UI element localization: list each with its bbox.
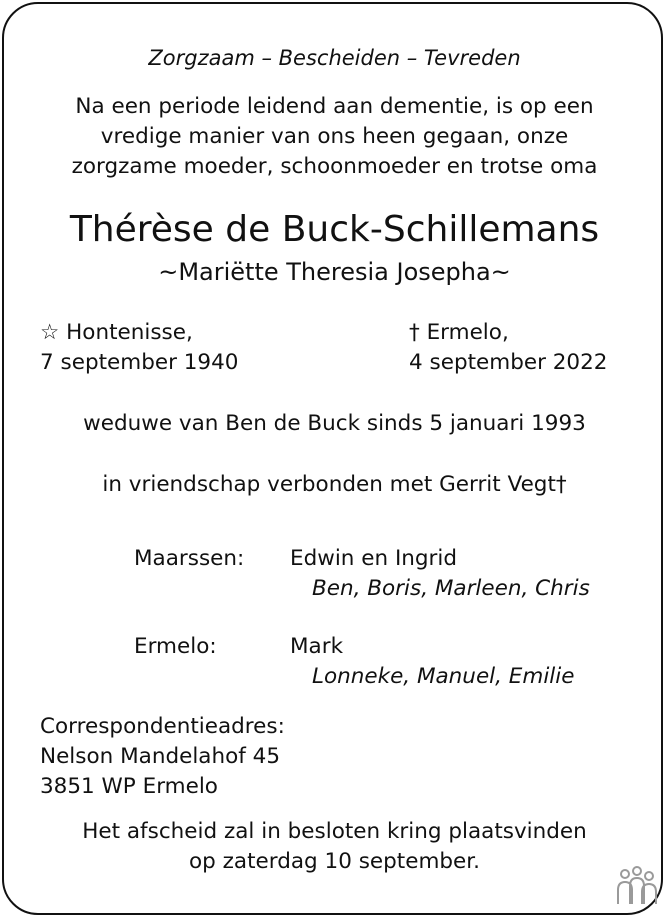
birth-date: 7 september 1940	[40, 350, 239, 375]
family-place: Maarssen:	[134, 546, 245, 571]
farewell-line: op zaterdag 10 september.	[189, 849, 480, 874]
family-logo-icon	[609, 866, 659, 906]
death-place: Ermelo,	[426, 320, 509, 345]
death-info	[409, 318, 607, 378]
correspondence-address	[40, 712, 285, 802]
motto: Zorgzaam – Bescheiden – Tevreden	[148, 46, 521, 70]
grandchildren-names: Ben, Boris, Marleen, Chris	[312, 576, 590, 601]
family-names: Mark	[290, 634, 344, 659]
birth-info	[40, 318, 238, 378]
family-names: Edwin en Ingrid	[290, 546, 458, 571]
address-label: Correspondentieadres:	[40, 714, 285, 739]
deceased-name: Thérèse de Buck-Schillemans	[69, 209, 600, 250]
death-date: 4 september 2022	[409, 350, 608, 375]
address-street: Nelson Mandelahof 45	[40, 744, 281, 769]
grandchildren-names: Lonneke, Manuel, Emilie	[312, 664, 575, 689]
birth-place: Hontenisse,	[66, 320, 193, 345]
cross-icon: †	[409, 320, 420, 345]
star-icon: ☆	[40, 320, 60, 345]
farewell-line: Het afscheid zal in besloten kring plaatsvinden	[82, 819, 587, 844]
given-names: ~Mariëtte Theresia Josepha~	[158, 258, 511, 286]
intro-text	[0, 92, 669, 182]
intro-line: zorgzame moeder, schoonmoeder en trotse oma	[71, 154, 598, 179]
friendship-line: in vriendschap verbonden met Gerrit Vegt†	[102, 472, 567, 497]
intro-line: vredige manier van ons heen gegaan, onze	[100, 124, 569, 149]
address-city: 3851 WP Ermelo	[40, 774, 218, 799]
farewell-text	[0, 817, 669, 877]
family-place: Ermelo:	[134, 634, 217, 659]
intro-line: Na een periode leidend aan dementie, is op een	[75, 94, 594, 119]
widow-line: weduwe van Ben de Buck sinds 5 januari 1993	[83, 411, 586, 436]
